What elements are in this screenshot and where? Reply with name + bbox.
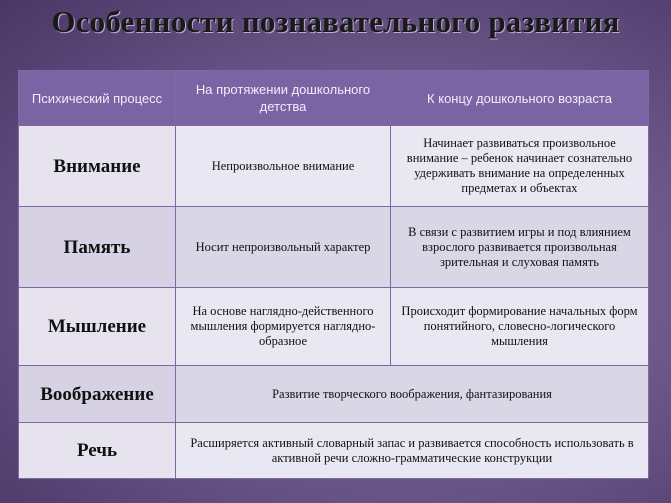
table-row — [19, 126, 649, 207]
page-title: Особенности познавательного развития — [51, 4, 620, 39]
process-speech: Речь — [19, 423, 176, 479]
table-row — [19, 207, 649, 288]
cognitive-development-table — [18, 70, 649, 479]
process-memory: Память — [19, 207, 176, 288]
cell-thinking-preschool: На основе наглядно-действенного мышления формируется наглядно-образное — [176, 288, 391, 366]
process-thinking: Мышление — [19, 288, 176, 366]
table-row — [19, 366, 649, 423]
header-preschool: На протяжении дошкольного детства — [176, 71, 391, 126]
table-header-row — [19, 71, 649, 126]
cell-speech-merged: Расширяется активный словарный запас и развивается способность использовать в активной речи сложно-грамматические конструкции — [176, 423, 649, 479]
cell-memory-end: В связи с развитием игры и под влиянием взрослого развивается произвольная зрительная и слуховая память — [391, 207, 649, 288]
process-imagination: Воображение — [19, 366, 176, 423]
process-attention: Внимание — [19, 126, 176, 207]
cell-attention-preschool: Непроизвольное внимание — [176, 126, 391, 207]
cell-memory-preschool: Носит непроизвольный характер — [176, 207, 391, 288]
cell-imagination-merged: Развитие творческого воображения, фантазирования — [176, 366, 649, 423]
header-process: Психический процесс — [19, 71, 176, 126]
table-row — [19, 423, 649, 479]
table-row — [19, 288, 649, 366]
cell-attention-end: Начинает развиваться произвольное внимание – ребенок начинает сознательно удерживать внимание на определенных предметах и объектах — [391, 126, 649, 207]
header-end-preschool: К концу дошкольного возраста — [391, 71, 649, 126]
cell-thinking-end: Происходит формирование начальных форм понятийного, словесно-логического мышления — [391, 288, 649, 366]
